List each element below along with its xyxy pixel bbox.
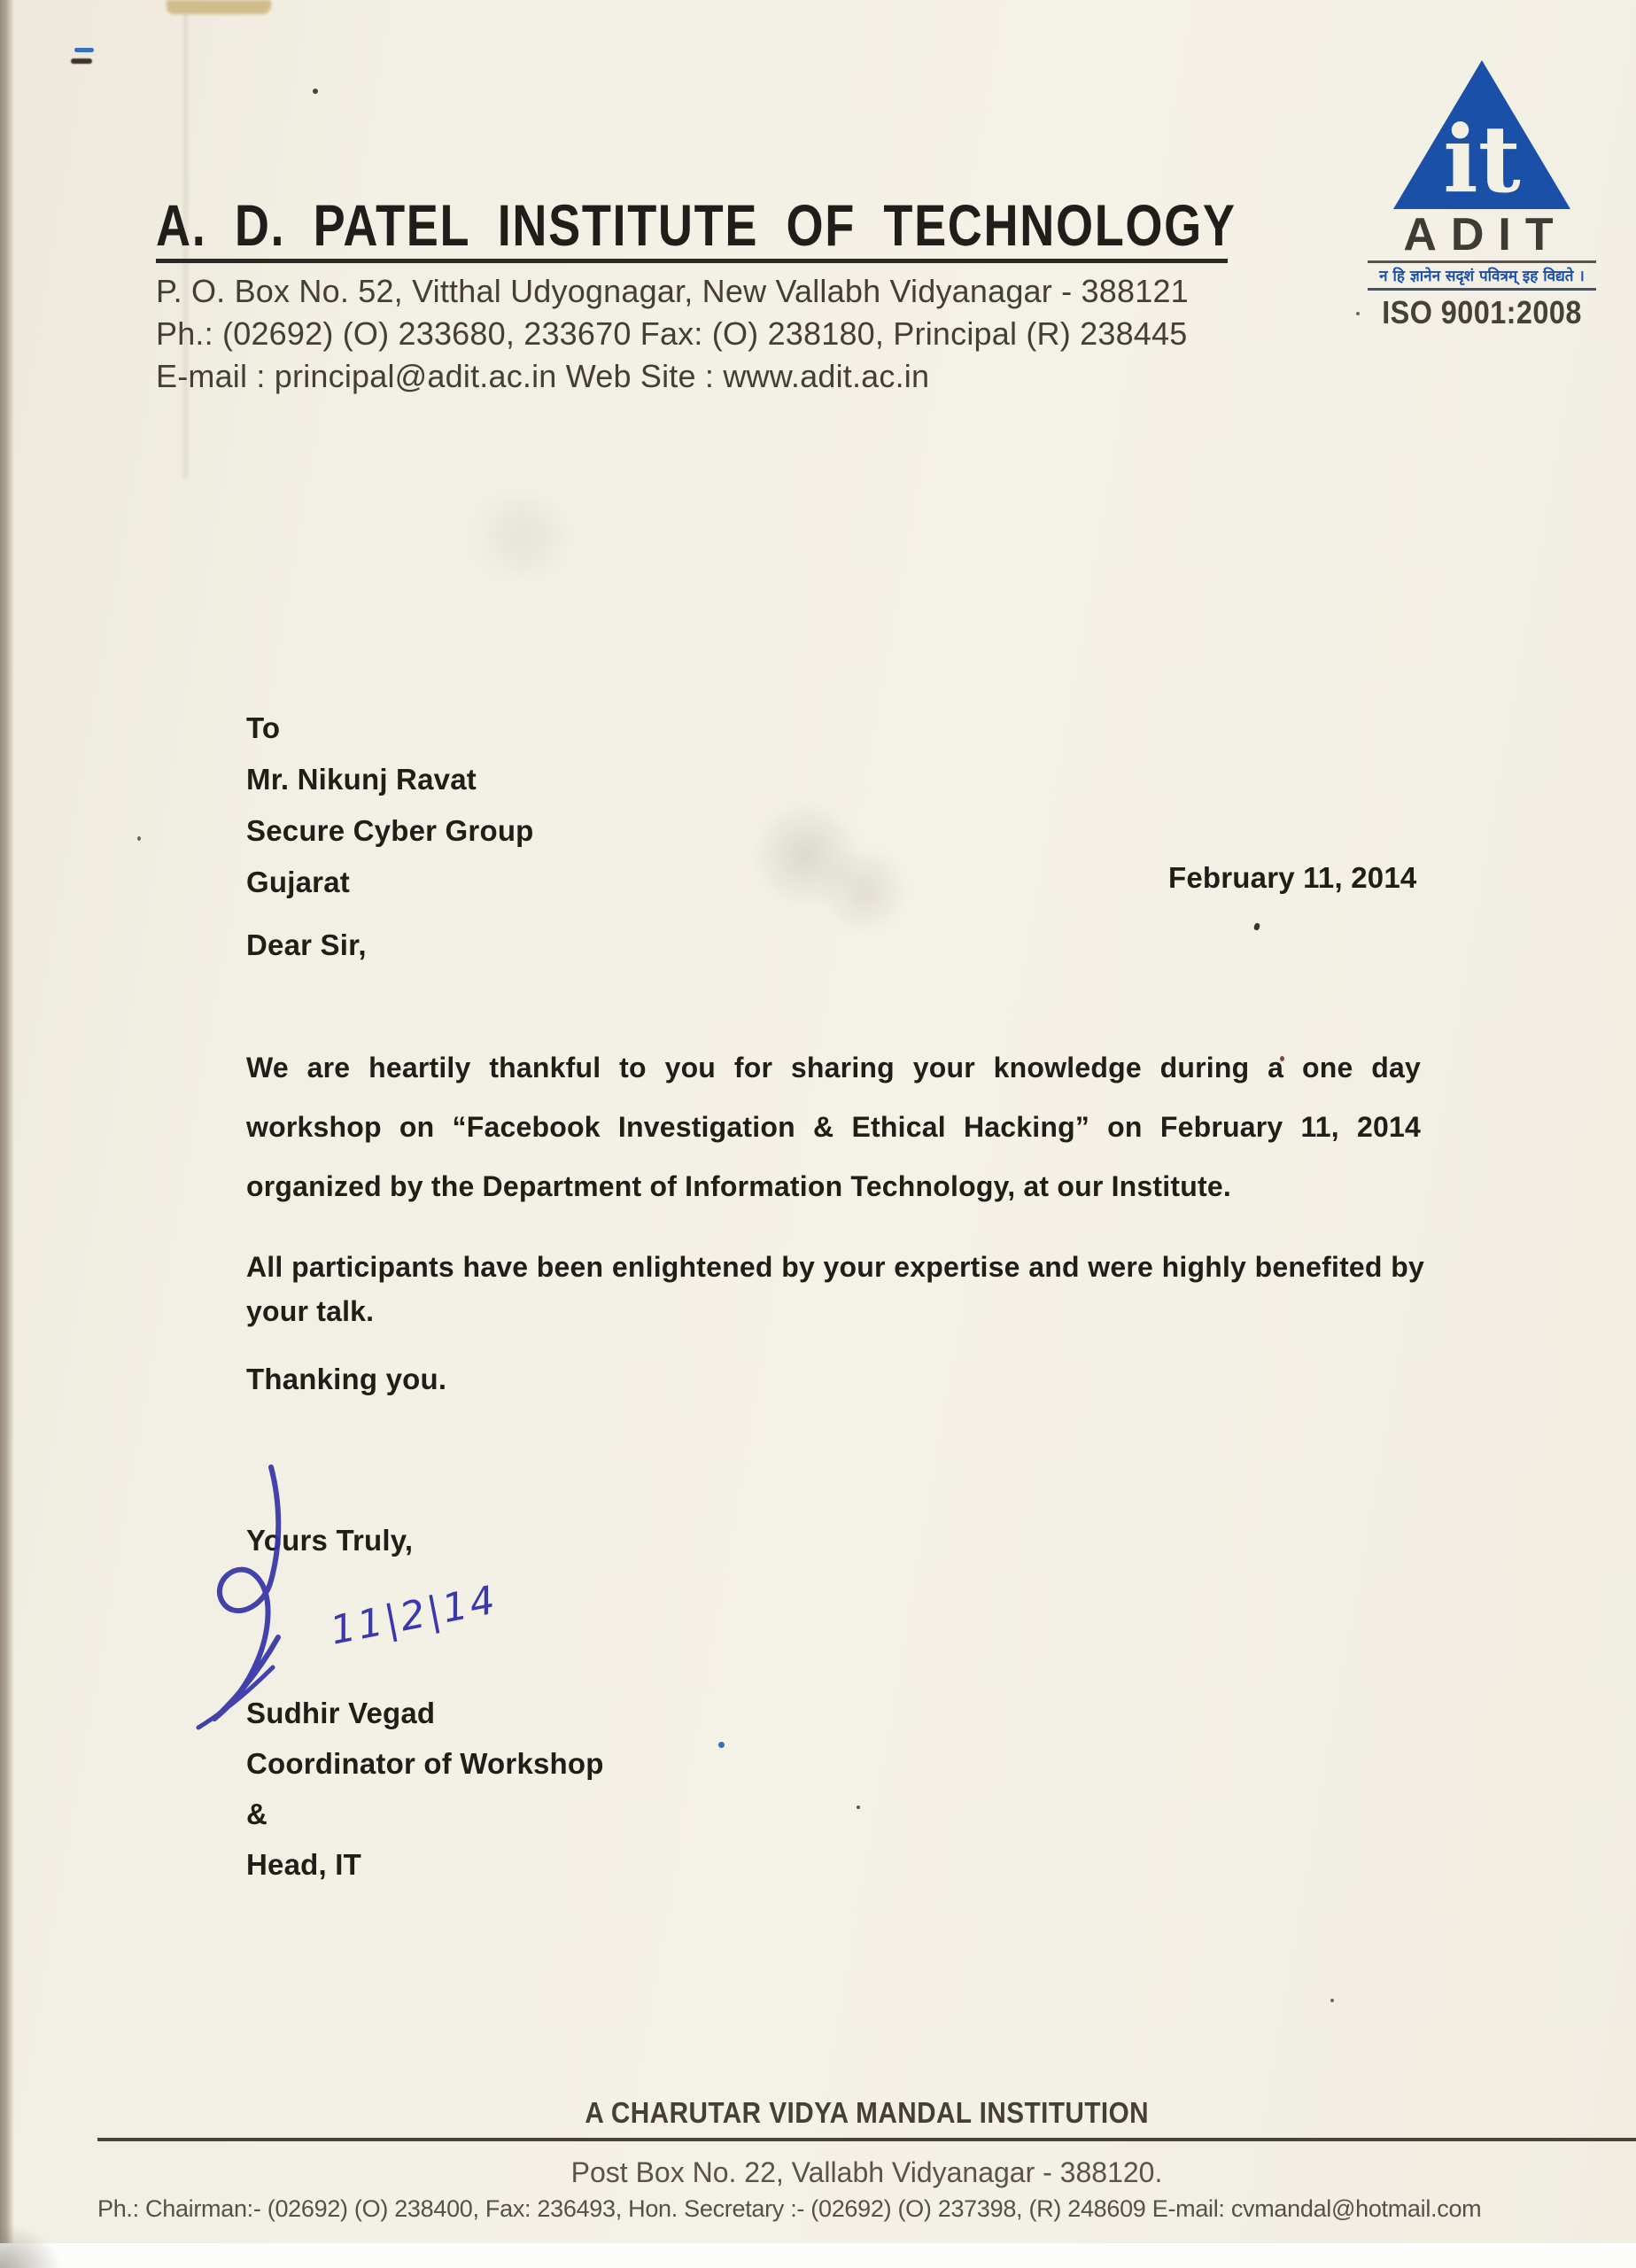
footer-institution bbox=[97, 2096, 1636, 2130]
letterhead-email-web: E-mail : principal@adit.ac.in Web Site : www.adit.ac.in bbox=[156, 358, 930, 394]
body-paragraph-1: We are heartily thankful to you for sharing your knowledge during a one day workshop on “Facebook Investigation & Ethical Hacking” on February 11, 2014 organized by the Department of Information Technology, at our Institute. bbox=[246, 1052, 1421, 1202]
greeting: Dear Sir, bbox=[246, 928, 367, 961]
paper-speck bbox=[1356, 312, 1360, 315]
signatory-title-3: Head, IT bbox=[246, 1848, 361, 1881]
recipient-block bbox=[246, 703, 534, 908]
signoff: Yours Truly, bbox=[246, 1524, 414, 1557]
institute-name: A. D. PATEL INSTITUTE OF TECHNOLOGY bbox=[156, 192, 1237, 258]
signatory-title-1: Coordinator of Workshop bbox=[246, 1747, 604, 1780]
paper-smudge bbox=[815, 850, 912, 930]
footer-address: Post Box No. 22, Vallabh Vidyanagar - 388120. bbox=[570, 2156, 1163, 2188]
paper-speck bbox=[857, 1806, 860, 1809]
signatory-block bbox=[246, 1688, 604, 1890]
handwritten-date: 11|2|14 bbox=[326, 1577, 501, 1654]
logo-acronym: ADIT bbox=[1403, 209, 1568, 260]
paper-speck bbox=[1253, 922, 1260, 930]
adit-triangle-icon bbox=[1393, 60, 1570, 209]
pen-mark-dark bbox=[71, 58, 92, 64]
tape-stain bbox=[167, 0, 271, 14]
footer-contacts: Ph.: Chairman:- (02692) (O) 238400, Fax: 236493, Hon. Secretary :- (02692) (O) 237398, (R) 248609 E-mail: cvmandal@hotmail.com bbox=[97, 2195, 1482, 2222]
recipient-to-label: To bbox=[246, 711, 281, 744]
recipient-organization: Secure Cyber Group bbox=[246, 814, 534, 847]
body-paragraph-2: All participants have been enlightened by your expertise and were highly benefited by your talk. bbox=[246, 1251, 1424, 1327]
logo-sanskrit-motto: न हि ज्ञानेन सदृशं पवित्रम् इह विद्यते । bbox=[1379, 268, 1585, 285]
closing-thanks: Thanking you. bbox=[246, 1363, 447, 1395]
letterhead-address: P. O. Box No. 52, Vitthal Udyognagar, New Vallabh Vidyanagar - 388121 bbox=[156, 273, 1189, 309]
pen-mark-blue bbox=[74, 48, 94, 52]
scan-bottom-edge bbox=[0, 2243, 1636, 2268]
paper-speck bbox=[1330, 1999, 1334, 2002]
recipient-region: Gujarat bbox=[246, 866, 350, 898]
iso-certification: ISO 9001:2008 bbox=[1382, 294, 1582, 330]
signatory-title-2: & bbox=[246, 1798, 268, 1830]
letterhead-phone: Ph.: (02692) (O) 233680, 233670 Fax: (O) 238180, Principal (R) 238445 bbox=[156, 315, 1188, 352]
paper-speck bbox=[313, 89, 318, 94]
letter-date: February 11, 2014 bbox=[1168, 861, 1417, 894]
scan-left-edge bbox=[0, 0, 14, 2268]
footer-rule bbox=[97, 2138, 1636, 2141]
adit-logo bbox=[1366, 60, 1598, 333]
letterhead-rule bbox=[156, 259, 1228, 263]
paper-speck bbox=[137, 836, 141, 841]
signatory-name: Sudhir Vegad bbox=[246, 1697, 436, 1729]
footer-institution-text: A CHARUTAR VIDYA MANDAL INSTITUTION bbox=[585, 2096, 1149, 2129]
recipient-name: Mr. Nikunj Ravat bbox=[246, 763, 477, 796]
logo-it-glyph: it bbox=[1443, 105, 1521, 209]
ink-speck-blue bbox=[718, 1742, 725, 1748]
scan-corner-shadow bbox=[0, 2224, 62, 2268]
paper-smudge bbox=[461, 496, 585, 576]
logo-rule bbox=[1368, 288, 1596, 291]
logo-rule bbox=[1368, 260, 1596, 263]
